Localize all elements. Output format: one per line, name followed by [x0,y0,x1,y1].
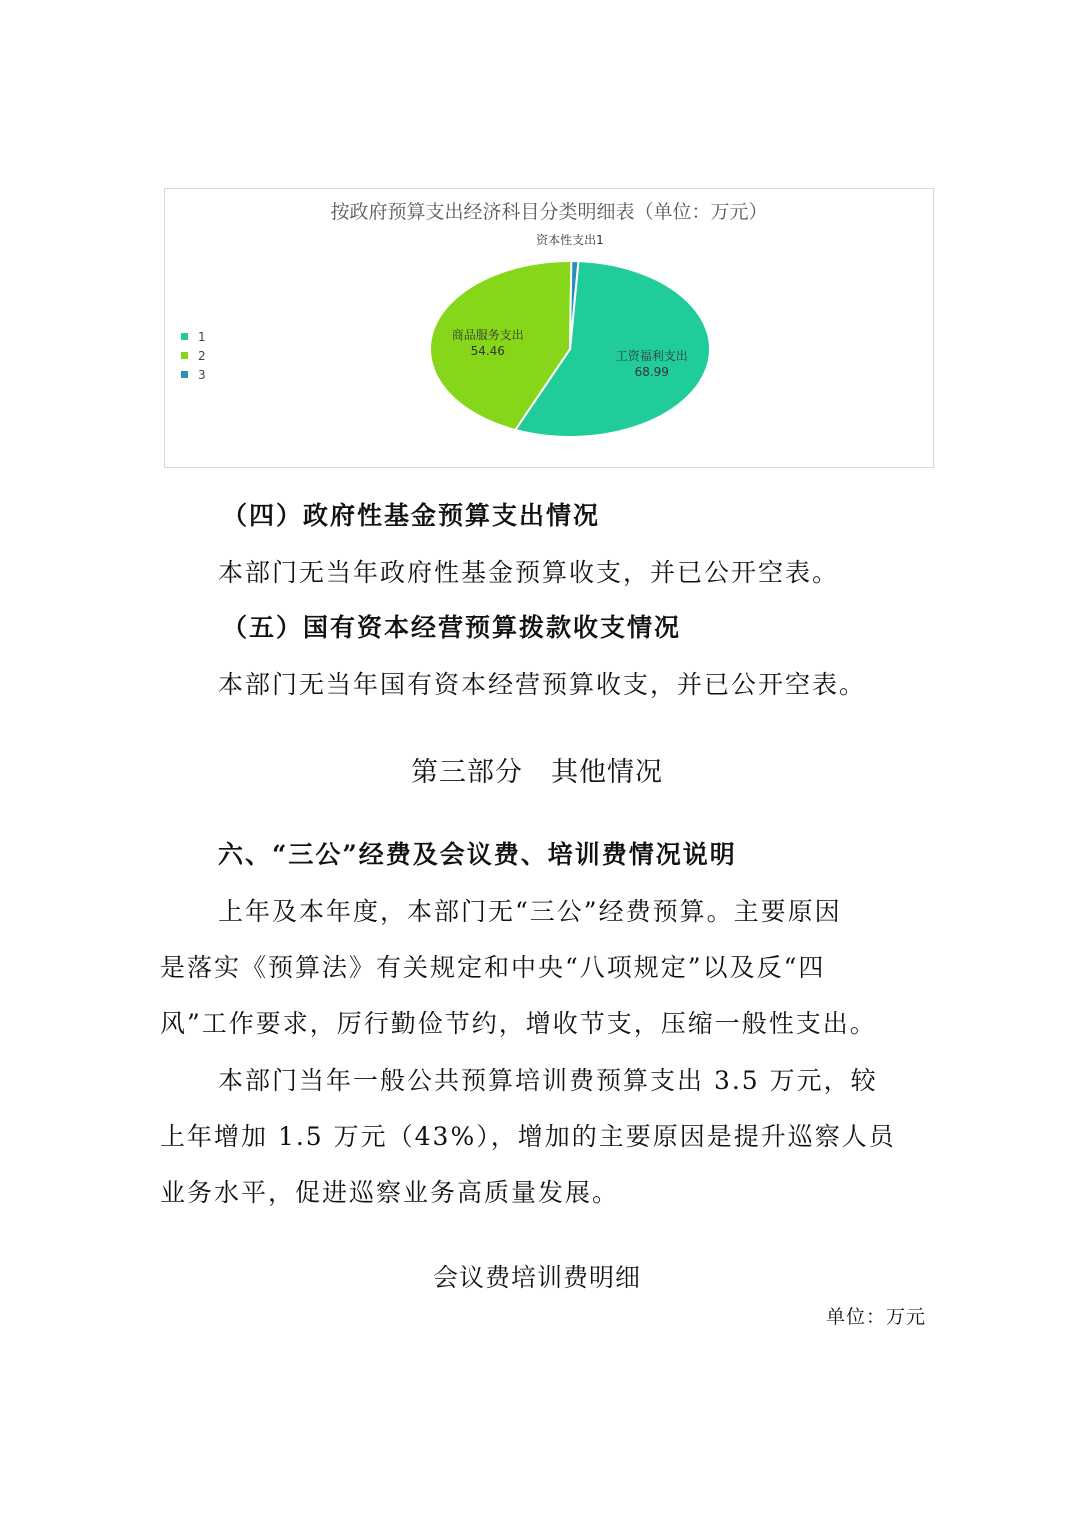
legend-item-3 [181,365,206,384]
section-four-body: 本部门无当年政府性基金预算收支，并已公开空表。 [218,558,840,587]
legend-swatch-3 [181,371,188,378]
pie-label-2: 商品服务支出 [451,328,524,343]
pie-label-1: 工资福利支出 [615,349,688,364]
table-title: 会议费培训费明细 [432,1263,641,1292]
pie-chart [164,188,934,468]
unit-note: 单位：万元 [825,1306,926,1328]
pie-value-2: 54.46 [470,344,505,359]
legend-label-2: 2 [198,348,206,363]
paragraph-line: 本部门当年一般公共预算培训费预算支出 3.5 万元，较 [218,1066,878,1095]
section-five-heading: （五）国有资本经营预算拨款收支情况 [222,613,682,642]
legend-label-3: 3 [198,367,206,382]
legend-item-2 [181,346,206,365]
paragraph-line: 上年及本年度，本部门无“三公”经费预算。主要原因 [218,897,842,926]
paragraph-line: 业务水平，促进巡察业务高质量发展。 [160,1178,620,1207]
pie-value-1: 68.99 [634,365,669,380]
section-five-body: 本部门无当年国有资本经营预算收支，并已公开空表。 [218,670,867,699]
legend-item-1 [181,327,206,346]
pie-label-3: 资本性支出1 [536,233,604,247]
legend-label-1: 1 [198,329,206,344]
paragraph-line: 风”工作要求，厉行勤俭节约，增收节支，压缩一般性支出。 [160,1009,877,1038]
section-four-heading: （四）政府性基金预算支出情况 [222,501,601,530]
paragraph-line: 是落实《预算法》有关规定和中央“八项规定”以及反“四 [160,953,826,982]
legend-swatch-1 [181,333,188,340]
part-three-title: 第三部分 其他情况 [411,757,663,788]
section-six-heading: 六、“三公”经费及会议费、培训费情况说明 [218,840,737,869]
pie-chart-svg [165,189,935,469]
chart-legend [181,327,206,384]
chart-title: 按政府预算支出经济科目分类明细表（单位：万元） [330,201,768,223]
paragraph-line: 上年增加 1.5 万元（43%），增加的主要原因是提升巡察人员 [160,1122,896,1151]
legend-swatch-2 [181,352,188,359]
